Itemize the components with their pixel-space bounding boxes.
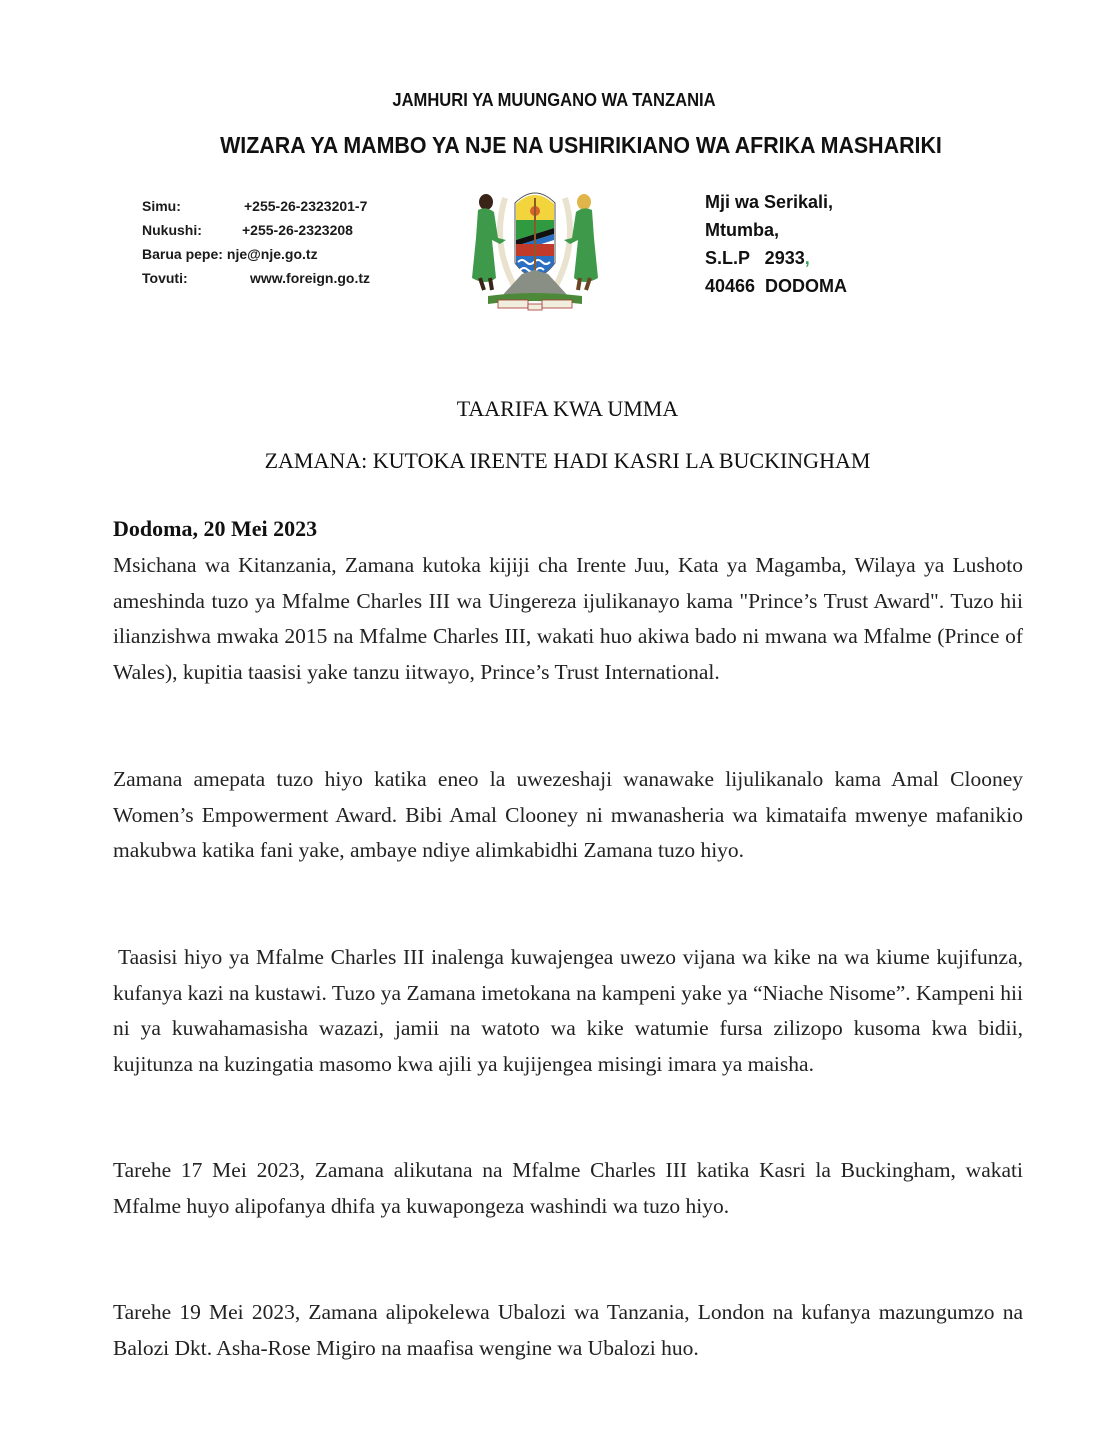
- address-line: Mtumba,: [705, 220, 779, 240]
- dateline: Dodoma, 20 Mei 2023: [113, 516, 318, 541]
- body-paragraph: Tarehe 19 Mei 2023, Zamana alipokelewa Ubalozi wa Tanzania, London na kufanya mazungumzo na Balozi Dkt. Asha-Rose Migiro na maafisa wengine wa Ubalozi huo.: [113, 1300, 1023, 1360]
- body-paragraph: Zamana amepata tuzo hiyo katika eneo la uwezeshaji wanawake lijulikanalo kama Amal Clooney Women’s Empowerment Award. Bibi Amal Clooney ni mwanasheria wa kimataifa mwenye mafanikio makubwa katika fani yake, ambaye ndiye alimkabidhi Zamana tuzo hiyo.: [113, 767, 1023, 862]
- contact-label: Nukushi:: [142, 222, 202, 238]
- address-line: S.L.P 2933,: [705, 248, 810, 268]
- contact-value: +255-26-2323201-7: [244, 198, 368, 214]
- republic-heading: JAMHURI YA MUUNGANO WA TANZANIA: [392, 90, 716, 110]
- body-paragraph: Tarehe 17 Mei 2023, Zamana alikutana na Mfalme Charles III katika Kasri la Buckingham, wakati Mfalme huyo alipofanya dhifa ya kuwapongeza washindi wa tuzo hiyo.: [113, 1158, 1023, 1218]
- coat-of-arms-icon: [460, 178, 610, 314]
- contact-email: [142, 242, 370, 266]
- body-paragraph: Msichana wa Kitanzania, Zamana kutoka kijiji cha Irente Juu, Kata ya Magamba, Wilaya ya Lushoto ameshinda tuzo ya Mfalme Charles III wa Uingereza ijulikanayo kama "Prince’s Trust Award". Tuzo hii ilianzishwa mwaka 2015 na Mfalme Charles III, wakati huo akiwa bado ni mwana wa Mfalme (Prince of Wales), kupitia taasisi yake tanzu iitwayo, Prince’s Trust International.: [113, 553, 1023, 684]
- document-heading: TAARIFA KWA UMMA: [456, 396, 679, 421]
- contact-website: [142, 266, 370, 290]
- contact-label: Tovuti:: [142, 270, 188, 286]
- contact-fax: [142, 218, 370, 242]
- body-paragraph: Taasisi hiyo ya Mfalme Charles III inalenga kuwajengea uwezo vijana wa kike na wa kiume kujifunza, kufanya kazi na kustawi. Tuzo ya Zamana imetokana na kampeni yake ya “Niache Nisome”. Kampeni hii ni ya kuwahamasisha wazazi, jamii na watoto wa kike watumie fursa zilizopo kusoma kwa bidii, kujitunza na kuzingatia masomo kwa ajili ya kujijengea misingi imara ya maisha.: [113, 945, 1023, 1076]
- contact-value: www.foreign.go.tz: [250, 270, 371, 286]
- address-line: 40466 DODOMA: [705, 276, 848, 296]
- address-line: Mji wa Serikali,: [705, 192, 834, 212]
- postal-address: [705, 188, 847, 300]
- contact-value: nje@nje.go.tz: [226, 246, 318, 262]
- contact-label: Barua pepe:: [142, 246, 223, 262]
- contact-value: +255-26-2323208: [242, 222, 353, 238]
- contact-block: [142, 194, 370, 290]
- contact-phone: [142, 194, 370, 218]
- ministry-heading: WIZARA YA MAMBO YA NJE NA USHIRIKIANO WA AFRIKA MASHARIKI: [220, 132, 942, 158]
- document-subheading: ZAMANA: KUTOKA IRENTE HADI KASRI LA BUCKINGHAM: [264, 448, 871, 473]
- contact-label: Simu:: [142, 198, 181, 214]
